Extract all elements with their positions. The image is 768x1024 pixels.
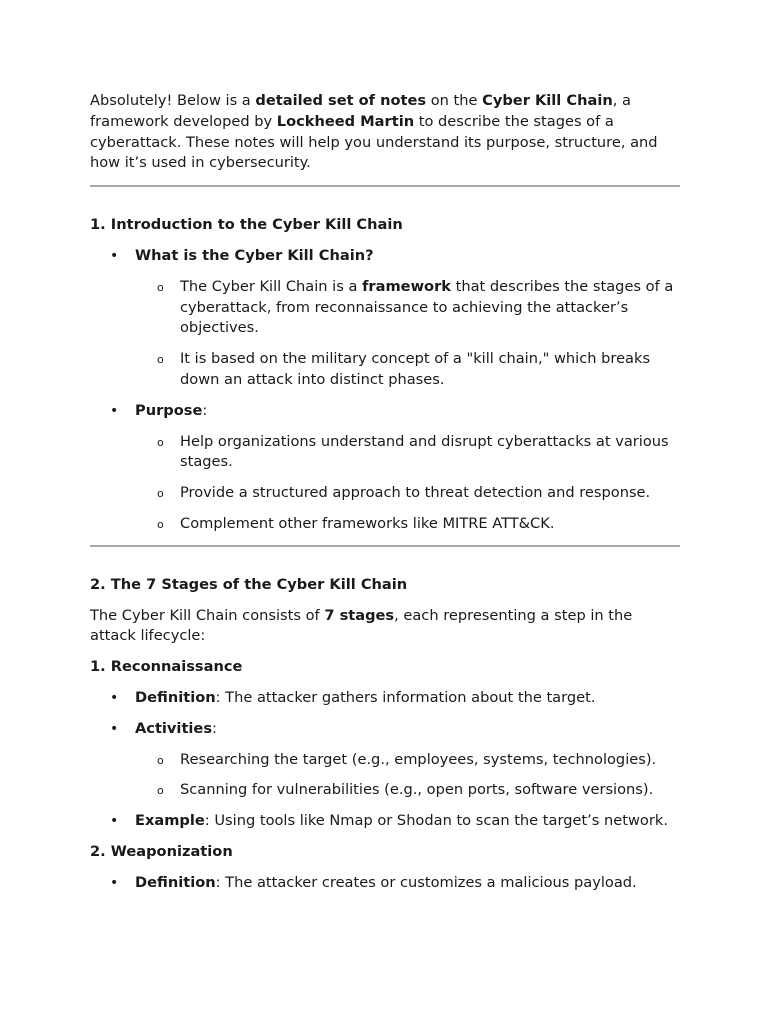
circle-bullet-icon: o: [157, 784, 164, 798]
bullet-icon: •: [110, 689, 119, 706]
intro-bold-3: Lockheed Martin: [276, 112, 415, 130]
what-sub1-bold: framework: [362, 277, 451, 295]
what-sub2-text: It is based on the military concept of a "kill chain," which breaks down an attack into distinct phases.: [180, 350, 651, 388]
circle-bullet-icon: o: [157, 353, 164, 367]
section-2-intro-text: The Cyber Kill Chain consists of: [90, 606, 325, 624]
section-2-intro-text-2: , each representing a step in the attack lifecycle:: [90, 606, 633, 645]
sub-list-item: [135, 750, 680, 771]
intro-bold-2: Cyber Kill Chain: [482, 92, 613, 109]
circle-bullet-icon: o: [157, 753, 164, 767]
stage-1-heading: 1. Reconnaissance: [90, 658, 243, 676]
bullet-icon: •: [110, 720, 119, 737]
circle-bullet-icon: o: [157, 280, 164, 294]
bullet-icon: •: [110, 874, 119, 891]
what-sublist: [135, 277, 680, 391]
definition-text: : The attacker creates or customizes a malicious payload.: [215, 873, 637, 891]
divider: [90, 545, 680, 547]
sub-list-item: [135, 432, 680, 474]
activity-item-1: Researching the target (e.g., employees, systems, technologies).: [180, 750, 657, 768]
circle-bullet-icon: o: [157, 487, 164, 501]
stage-2-heading: 2. Weaponization: [90, 842, 233, 860]
circle-bullet-icon: o: [157, 435, 164, 449]
intro-text-1: Absolutely! Below is a: [90, 92, 256, 109]
activities-sublist: [135, 750, 680, 802]
purpose-item-3: Complement other frameworks like MITRE ATT&CK.: [180, 514, 555, 532]
section-2-heading: 2. The 7 Stages of the Cyber Kill Chain: [90, 575, 408, 593]
list-item: [90, 401, 680, 535]
what-sub1-text-2: that describes the stages of a cyberattack, from reconnaissance to achieving the attacker’s objectives.: [180, 277, 674, 337]
purpose-sublist: [135, 432, 680, 535]
purpose-label: Purpose: [135, 401, 203, 419]
list-item: [90, 688, 680, 709]
activities-suffix: :: [212, 719, 217, 737]
bullet-icon: •: [110, 813, 119, 830]
activities-label: Activities: [135, 719, 213, 737]
list-item: [90, 811, 680, 832]
example-label: Example: [135, 812, 205, 830]
section-2-intro: [90, 606, 680, 648]
stage-2-list: [90, 873, 680, 894]
section-2-intro-bold: 7 stages: [324, 606, 395, 624]
intro-text-3: , a framework developed by: [90, 92, 631, 130]
what-label: What is the Cyber Kill Chain?: [135, 246, 374, 264]
intro-paragraph: [90, 91, 680, 174]
sub-list-item: [135, 514, 680, 535]
stage-1-list: [90, 688, 680, 832]
example-text: : Using tools like Nmap or Shodan to scan the target’s network.: [204, 812, 668, 830]
sub-list-item: [135, 277, 680, 339]
bullet-icon: •: [110, 402, 119, 419]
definition-text: : The attacker gathers information about the target.: [215, 688, 596, 706]
purpose-item-1: Help organizations understand and disrupt cyberattacks at various stages.: [180, 432, 669, 471]
intro-bold-1: detailed set of notes: [255, 92, 427, 109]
list-item: [90, 873, 680, 894]
divider: [90, 185, 680, 187]
definition-label: Definition: [135, 688, 216, 706]
intro-text-4: to describe the stages of a cyberattack. These notes will help you understand its purpose, structure, and how it’s used in cybersecurity.: [90, 112, 658, 172]
sub-list-item: [135, 483, 680, 504]
bullet-icon: •: [110, 247, 119, 264]
list-item: [90, 719, 680, 801]
document-page: [90, 91, 680, 904]
section-1-heading: 1. Introduction to the Cyber Kill Chain: [90, 216, 403, 234]
activity-item-2: Scanning for vulnerabilities (e.g., open ports, software versions).: [180, 781, 654, 799]
intro-text-2: on the: [426, 92, 483, 109]
circle-bullet-icon: o: [157, 517, 164, 531]
section-1-list: [90, 246, 680, 535]
list-item: [90, 246, 680, 391]
definition-label: Definition: [135, 873, 216, 891]
what-sub1-text: The Cyber Kill Chain is a: [180, 277, 363, 295]
purpose-suffix: :: [202, 401, 208, 419]
purpose-item-2: Provide a structured approach to threat detection and response.: [180, 484, 651, 502]
sub-list-item: [135, 780, 680, 801]
sub-list-item: [135, 349, 680, 391]
